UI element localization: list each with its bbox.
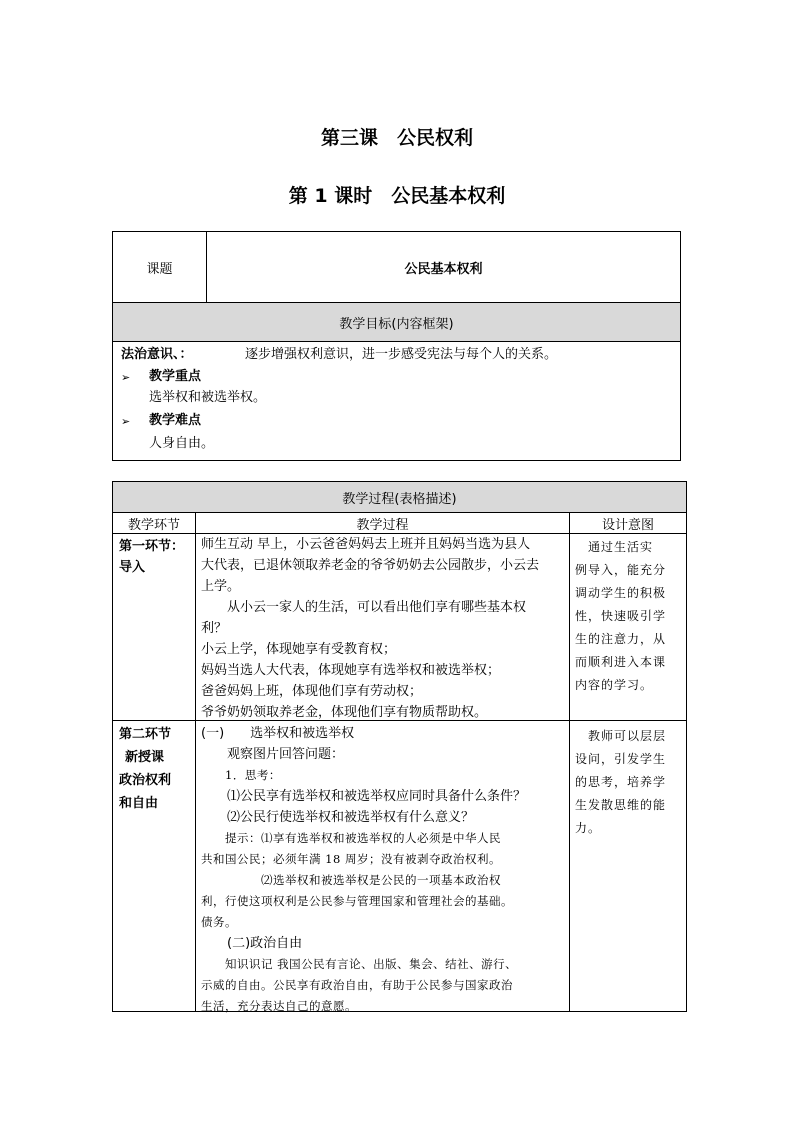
column-divider <box>195 513 196 1011</box>
process-line: 师生互动 早上，小云爸爸妈妈去上班并且妈妈当选为县人 <box>201 537 531 552</box>
intent-line: 通过生活实 <box>575 540 654 554</box>
stage2-process <box>201 723 567 1017</box>
col-stage-header: 教学环节 <box>113 513 195 534</box>
legal-awareness-text: 逐步增强权利意识，进一步感受宪法与每个人的关系。 <box>245 347 558 362</box>
objectives-header: 教学目标(内容框架) <box>113 303 680 342</box>
period-title: 第 1 课时 公民基本权利 <box>288 185 506 207</box>
lesson-title: 第三课 公民权利 <box>320 127 473 149</box>
intent-line: 内容的学习。 <box>575 678 654 692</box>
process-line: 妈妈当选人大代表，体现她享有选举权和被选举权； <box>201 663 501 678</box>
legal-awareness-label: 法治意识、： <box>121 347 193 362</box>
process-line: 爷爷奶奶领取养老金，体现他们享有物质帮助权。 <box>201 705 488 720</box>
process-line: 债务。 <box>201 915 237 929</box>
stage1-subtitle: 导入 <box>119 560 146 575</box>
stage1-intent <box>575 536 683 697</box>
stage2-line: 第二环节 <box>119 727 172 742</box>
objectives-body <box>113 342 680 460</box>
stage2-titles <box>119 723 171 815</box>
intent-line: 教师可以层层 <box>575 729 667 743</box>
stage2-line: 和自由 <box>119 796 159 811</box>
process-line: 观察图片回答问题： <box>201 747 345 762</box>
intent-line: 力。 <box>575 821 602 835</box>
intent-line: 性，快速吸引学 <box>575 609 667 623</box>
process-line: 提示：⑴享有选举权和被选举权的人必须是中华人民 <box>201 831 501 845</box>
process-line: (一) 选举权和被选举权 <box>201 726 355 741</box>
process-line: 小云上学，体现她享有受教育权； <box>201 642 397 657</box>
key-point-label: 教学重点 <box>149 369 202 384</box>
bullet-arrow-icon: ➢ <box>121 415 131 428</box>
difficulty-text: 人身自由。 <box>149 436 215 451</box>
process-line: (二)政治自由 <box>201 936 303 951</box>
process-line: 大代表，已退休领取养老金的爷爷奶奶去公园散步，小云去 <box>201 558 540 573</box>
difficulty-label: 教学难点 <box>149 413 202 428</box>
process-line: 1．思考： <box>201 768 281 782</box>
process-line: ⑵公民行使选举权和被选举权有什么意义？ <box>201 810 475 825</box>
process-line: 知识识记 我国公民有言论、出版、集会、结社、游行、 <box>201 957 518 971</box>
process-line: 爸爸妈妈上班，体现他们享有劳动权； <box>201 684 423 699</box>
process-line: ⑵选举权和被选举权是公民的一项基本政治权 <box>201 873 501 887</box>
intent-line: 例导入，能充分 <box>575 563 667 577</box>
topic-label: 课题 <box>113 232 207 302</box>
col-process-header: 教学过程 <box>196 513 569 534</box>
stage2-line: 新授课 <box>125 750 165 765</box>
column-divider <box>569 513 570 1011</box>
stage1-title: 第一环节： <box>119 539 185 554</box>
process-line: 从小云一家人的生活，可以看出他们享有哪些基本权 <box>201 600 527 615</box>
process-line: 共和国公民；必须年满 18 周岁；没有被剥夺政治权利。 <box>201 852 501 866</box>
stage2-line: 政治权利 <box>119 773 172 788</box>
process-line: 利？ <box>201 621 228 636</box>
intent-line: 生发散思维的能 <box>575 798 667 812</box>
intent-line: 而顺利进入本课 <box>575 655 667 669</box>
topic-row <box>113 232 680 303</box>
intent-line: 的思考，培养学 <box>575 775 667 789</box>
process-line: 示威的自由。公民享有政治自由，有助于公民参与国家政治 <box>201 978 513 992</box>
bullet-arrow-icon: ➢ <box>121 371 131 384</box>
process-line: ⑴公民享有选举权和被选举权应同时具备什么条件？ <box>201 789 527 804</box>
stage1-process <box>201 534 567 723</box>
process-header: 教学过程(表格描述) <box>113 482 686 513</box>
process-line: 生活，充分表达自己的意愿。 <box>201 999 357 1013</box>
key-point-text: 选举权和被选举权。 <box>149 390 267 405</box>
process-line: 利，行使这项权利是公民参与管理国家和管理社会的基础。 <box>201 894 513 908</box>
process-line: 上学。 <box>201 579 241 594</box>
objectives-table <box>112 231 681 461</box>
topic-value: 公民基本权利 <box>404 261 483 277</box>
col-intent-header: 设计意图 <box>570 513 686 534</box>
process-table <box>112 481 687 1012</box>
intent-line: 调动学生的积极 <box>575 586 667 600</box>
intent-line: 设问，引发学生 <box>575 752 667 766</box>
intent-line: 生的注意力，从 <box>575 632 667 646</box>
stage2-intent <box>575 725 683 840</box>
